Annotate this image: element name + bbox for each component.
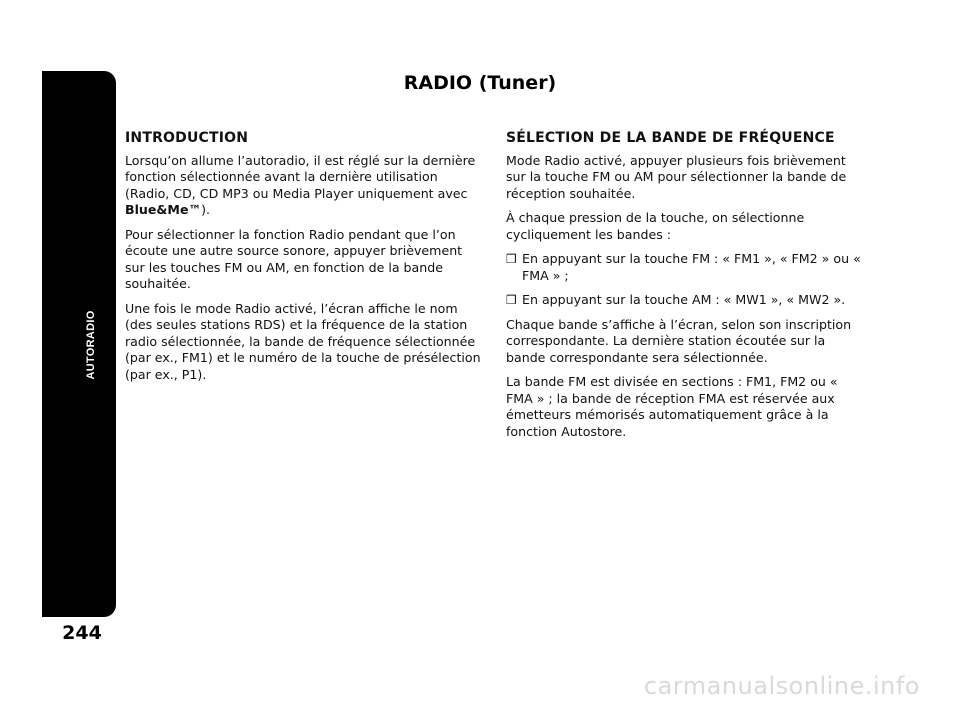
- bullet-fm-text: En appuyant sur la touche FM : « FM1 », « FM2 » ou « FMA » ;: [522, 251, 861, 283]
- introduction-heading: INTRODUCTION: [125, 130, 249, 146]
- intro-p1-end: ).: [201, 202, 210, 217]
- watermark: carmanualsonline.info: [643, 672, 920, 700]
- band-paragraph-1: Mode Radio activé, appuyer plusieurs fois brièvement sur la touche FM ou AM pour sélectionner la bande de réception souhaitée.: [506, 152, 847, 201]
- band-selection-heading: SÉLECTION DE LA BANDE DE FRÉQUENCE: [506, 130, 835, 146]
- intro-paragraph-2: Pour sélectionner la fonction Radio pendant que l’on écoute une autre source sonore, appuyer brièvement sur les touches FM ou AM, en fonction de la bande souhaitée.: [125, 226, 463, 291]
- intro-paragraph-1: [125, 153, 483, 219]
- page-number: 244: [62, 622, 102, 644]
- sidebar-tab: [42, 71, 116, 617]
- page-title: RADIO (Tuner): [403, 72, 557, 94]
- band-paragraph-3: Chaque bande s’affiche à l’écran, selon son inscription correspondante. La dernière station écoutée sur la bande correspondante sera sélectionnée.: [506, 316, 852, 365]
- blue-me-brand: Blue&Me™: [125, 202, 202, 217]
- bullet-am-text: En appuyant sur la touche AM : « MW1 », « MW2 ».: [522, 292, 846, 307]
- left-column: [125, 130, 483, 391]
- intro-paragraph-3: Une fois le mode Radio activé, l’écran affiche le nom (des seules stations RDS) et la fréquence de la station radio sélectionnée, la bande de fréquence sélectionnée (par ex., FM1) et le numéro de la touche de présélection (par ex., P1).: [125, 300, 481, 382]
- sidebar-section-label: AUTORADIO: [85, 310, 97, 380]
- list-item: [506, 251, 862, 284]
- band-paragraph-4: La bande FM est divisée en sections : FM1, FM2 ou « FMA » ; la bande de réception FMA est réservée aux émetteurs mémorisés automatiquement grâce à la fonction Autostore.: [506, 374, 838, 439]
- intro-p1-text: Lorsqu’on allume l’autoradio, il est réglé sur la dernière fonction sélectionnée avant la dernière utilisation (Radio, CD, CD MP3 ou Media Player uniquement avec: [125, 152, 476, 201]
- checkbox-bullet-icon: ❒: [506, 293, 517, 307]
- right-column: [506, 130, 862, 448]
- band-paragraph-2: À chaque pression de la touche, on sélectionne cycliquement les bandes :: [506, 210, 805, 242]
- checkbox-bullet-icon: ❒: [506, 252, 517, 266]
- list-item: [506, 292, 862, 309]
